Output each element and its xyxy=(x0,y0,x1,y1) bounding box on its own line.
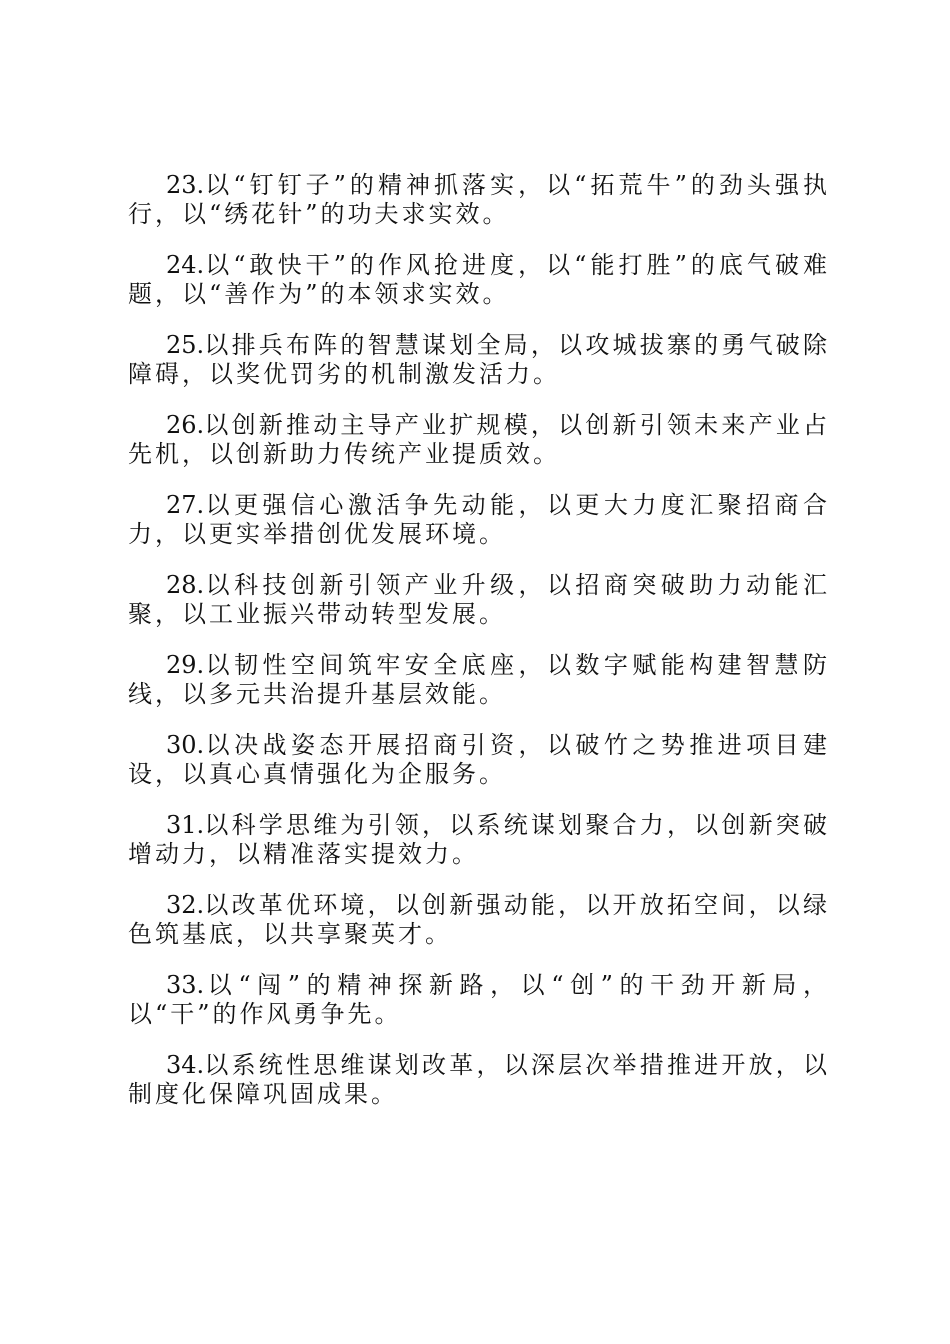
item-number: 23. xyxy=(166,171,205,199)
item-number: 27. xyxy=(166,491,205,519)
item-number: 25. xyxy=(166,331,205,359)
list-item xyxy=(128,491,830,549)
item-number: 34. xyxy=(166,1051,205,1079)
list-item xyxy=(128,411,830,469)
item-number: 28. xyxy=(166,571,205,599)
item-number: 24. xyxy=(166,251,205,279)
list-item xyxy=(128,171,830,229)
item-number: 31. xyxy=(166,811,205,839)
document-body xyxy=(128,171,830,1131)
list-item xyxy=(128,731,830,789)
item-text: 以创新推动主导产业扩规模，以创新引领未来产业占先机，以创新助力传统产业提质效。 xyxy=(128,411,830,468)
list-item xyxy=(128,331,830,389)
list-item xyxy=(128,251,830,309)
item-text: 以“闯”的精神探新路，以“创”的干劲开新局，以“干”的作风勇争先。 xyxy=(128,971,830,1028)
list-item xyxy=(128,891,830,949)
item-text: 以科技创新引领产业升级，以招商突破助力动能汇聚，以工业振兴带动转型发展。 xyxy=(128,571,830,628)
item-text: 以排兵布阵的智慧谋划全局，以攻城拔寨的勇气破除障碍，以奖优罚劣的机制激发活力。 xyxy=(128,331,830,388)
item-text: 以“钉钉子”的精神抓落实，以“拓荒牛”的劲头强执行，以“绣花针”的功夫求实效。 xyxy=(128,171,830,228)
item-text: 以更强信心激活争先动能，以更大力度汇聚招商合力，以更实举措创优发展环境。 xyxy=(128,491,830,548)
list-item xyxy=(128,1051,830,1109)
list-item xyxy=(128,811,830,869)
item-number: 29. xyxy=(166,651,205,679)
item-text: 以“敢快干”的作风抢进度，以“能打胜”的底气破难题，以“善作为”的本领求实效。 xyxy=(128,251,830,308)
item-number: 30. xyxy=(166,731,205,759)
list-item xyxy=(128,651,830,709)
item-text: 以科学思维为引领，以系统谋划聚合力，以创新突破增动力，以精准落实提效力。 xyxy=(128,811,830,868)
item-text: 以改革优环境，以创新强动能，以开放拓空间，以绿色筑基底，以共享聚英才。 xyxy=(128,891,830,948)
item-text: 以韧性空间筑牢安全底座，以数字赋能构建智慧防线，以多元共治提升基层效能。 xyxy=(128,651,830,708)
item-text: 以决战姿态开展招商引资，以破竹之势推进项目建设，以真心真情强化为企服务。 xyxy=(128,731,830,788)
item-number: 33. xyxy=(166,971,205,999)
item-text: 以系统性思维谋划改革，以深层次举措推进开放，以制度化保障巩固成果。 xyxy=(128,1051,830,1108)
list-item xyxy=(128,571,830,629)
item-number: 26. xyxy=(166,411,205,439)
list-item xyxy=(128,971,830,1029)
item-number: 32. xyxy=(166,891,205,919)
